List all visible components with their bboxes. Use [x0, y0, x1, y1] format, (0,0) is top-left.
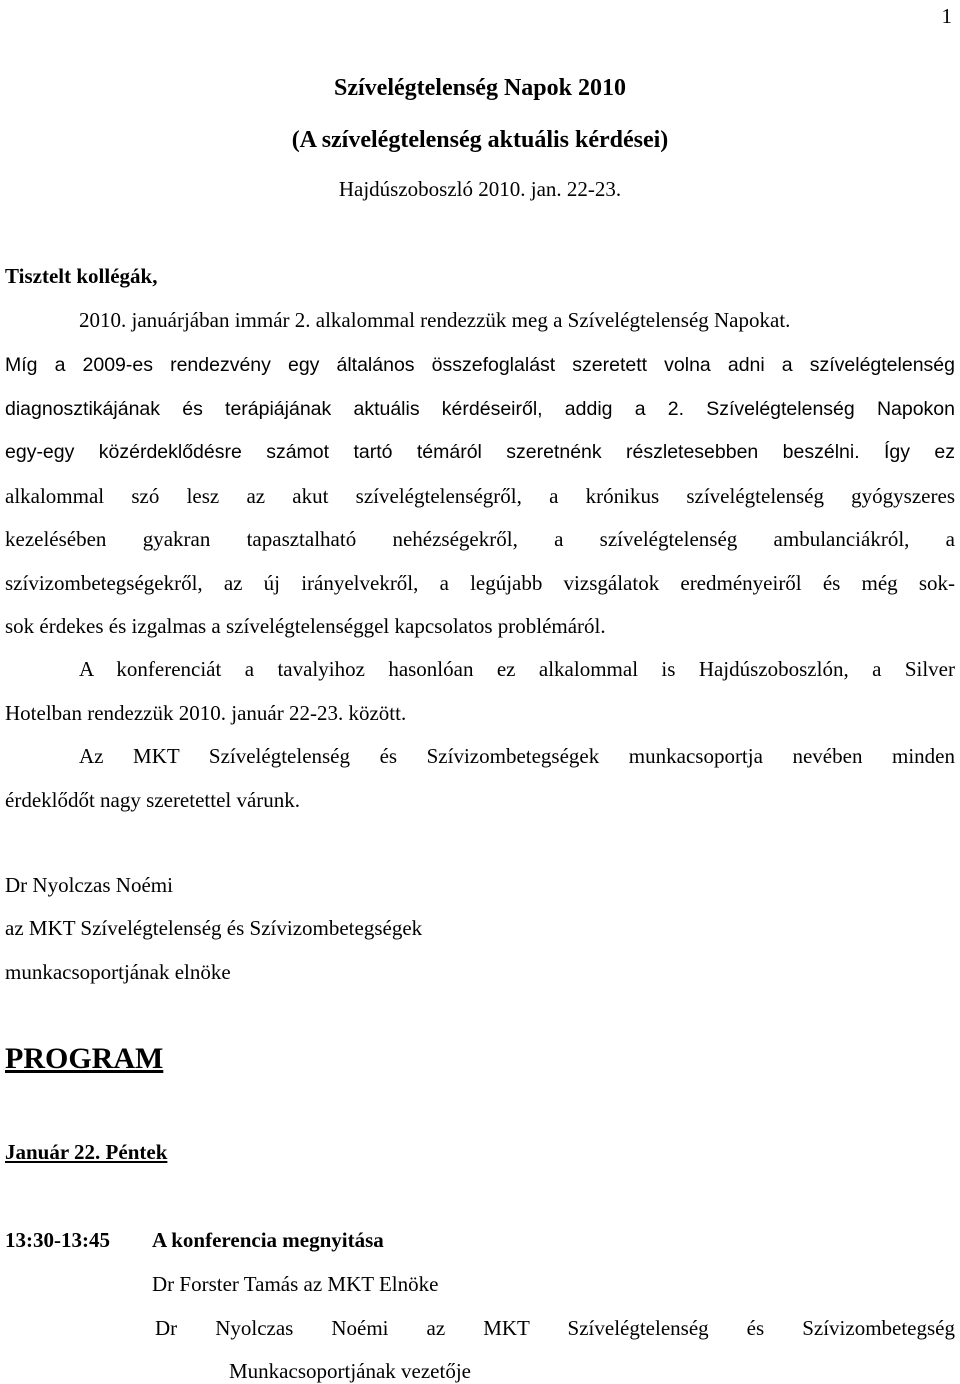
letter-line: 2010. januárjában immár 2. alkalommal rendezzük meg a Szívelégtelenség Napokat.: [79, 308, 791, 332]
letter-line: alkalommal szó lesz az akut szívelégtelenségről, a krónikus szívelégtelenség gyógyszeres: [5, 484, 955, 508]
page-number: 1: [941, 4, 952, 28]
letter-line: kezelésében gyakran tapasztalható nehézségekről, a szívelégtelenség ambulanciákról, a: [5, 527, 955, 551]
letter-line: Hotelban rendezzük 2010. január 22-23. között.: [5, 701, 407, 725]
letter-line: egy-egy közérdeklődésre számot tartó témáról szeretnénk részletesebben beszélni. Így ez: [5, 441, 955, 463]
document-subtitle: (A szívelégtelenség aktuális kérdései): [291, 127, 669, 153]
letter-line: sok érdekes és izgalmas a szívelégtelenséggel kapcsolatos problémáról.: [5, 614, 606, 638]
letter-line: érdeklődőt nagy szeretettel várunk.: [5, 788, 301, 812]
signature-role: munkacsoportjának elnöke: [5, 960, 231, 984]
signature-name: Dr Nyolczas Noémi: [5, 873, 173, 897]
session-speaker: Dr Forster Tamás az MKT Elnöke: [152, 1272, 439, 1296]
session-speaker: Dr Nyolczas Noémi az MKT Szívelégtelenség és Szívizombetegség: [155, 1316, 955, 1340]
program-heading: PROGRAM: [5, 1042, 164, 1075]
letter-line: A konferenciát a tavalyihoz hasonlóan ez alkalommal is Hajdúszoboszlón, a Silver: [79, 657, 955, 681]
session-title: A konferencia megnyitása: [152, 1228, 384, 1252]
letter-line: Az MKT Szívelégtelenség és Szívizombetegségek munkacsoportja nevében minden: [79, 744, 955, 768]
letter-line: szívizombetegségekről, az új irányelvekről, a legújabb vizsgálatok eredményeiről és még sok-: [5, 571, 955, 595]
letter-line: diagnosztikájának és terápiájának aktuális kérdéseiről, addig a 2. Szívelégtelenség Napokon: [5, 398, 955, 420]
place-date: Hajdúszoboszló 2010. jan. 22-23.: [338, 177, 622, 201]
greeting: Tisztelt kollégák,: [5, 264, 158, 288]
day-heading: Január 22. Péntek: [5, 1140, 168, 1164]
session-time: 13:30-13:45: [5, 1228, 110, 1252]
signature-affiliation: az MKT Szívelégtelenség és Szívizombetegségek: [5, 916, 423, 940]
document-title: Szívelégtelenség Napok 2010: [334, 75, 626, 101]
session-speaker: Munkacsoportjának vezetője: [229, 1359, 471, 1383]
letter-line: Míg a 2009-es rendezvény egy általános összefoglalást szeretett volna adni a szívelégtelenség: [5, 354, 955, 376]
